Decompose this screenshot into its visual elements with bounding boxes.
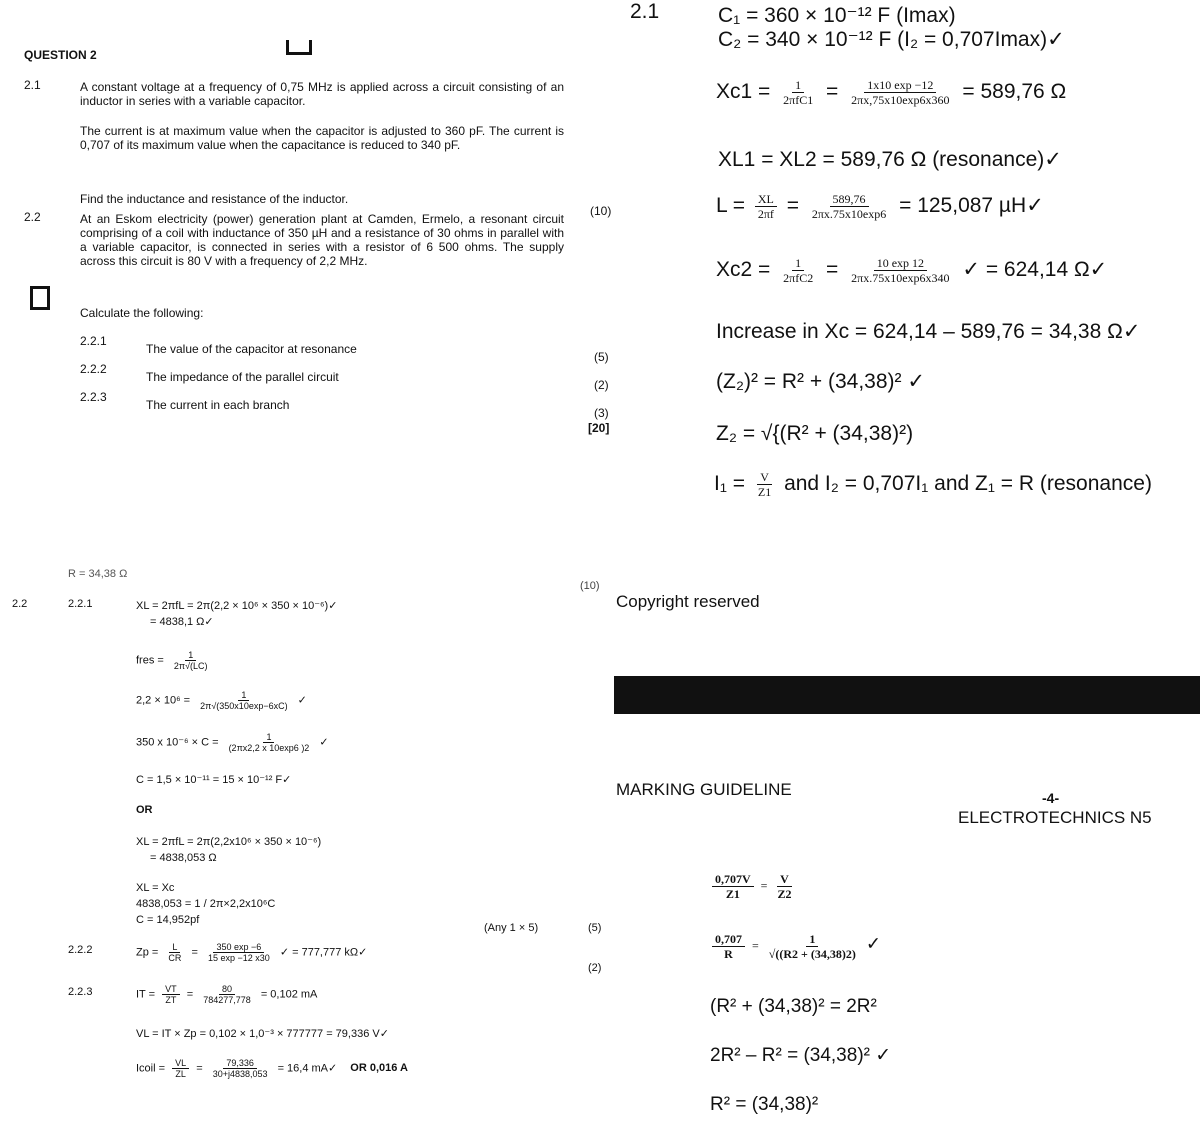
q221-text: The value of the capacitor at resonance xyxy=(146,342,357,356)
copyright-text: Copyright reserved xyxy=(616,592,760,611)
it-den2: 784277,778 xyxy=(203,995,251,1005)
alt-eq-1: XL = Xc xyxy=(136,882,175,894)
answer21-c1: C₁ = 360 × 10⁻¹² F (Imax) xyxy=(718,4,956,27)
icoil-equation: Icoil = $\frac{VL}{ZL}$ = $\frac{79,336}{30+j4838,053}$ = 16,4 mA✓ OR 0,016 A xyxy=(136,1058,408,1079)
eq1-left: 2,2 × 10⁶ = xyxy=(136,694,191,707)
cont-line-4: 2R² – R² = (34,38)² ✓ xyxy=(710,1045,892,1066)
answer22-partial-top: R = 34,38 Ω xyxy=(68,568,128,580)
xc1-den: 2πfC1 xyxy=(783,93,814,107)
answer222-marks: (2) xyxy=(588,962,602,974)
l-label: L = xyxy=(716,194,745,218)
checkbox-icon xyxy=(30,286,50,310)
eq1-tick: ✓ xyxy=(297,694,307,707)
any-note: (Any 1 × 5) xyxy=(484,922,539,934)
answer221-xl-1: XL = 2πfL = 2π(2,2 × 10⁶ × 350 × 10⁻⁶)✓ xyxy=(136,600,338,612)
alt-xl-1: XL = 2πfL = 2π(2,2x10⁶ × 350 × 10⁻⁶) xyxy=(136,836,322,848)
l-num2: 589,76 xyxy=(830,192,869,207)
it-label: IT = xyxy=(136,988,156,1001)
q222-number: 2.2.2 xyxy=(80,362,107,376)
answer21-z2-squared: (Z₂)² = R² + (34,38)² ✓ xyxy=(716,370,925,393)
fres-equation xyxy=(136,650,215,671)
eq2-den: (2πx2,2 x 10exp6 )2 xyxy=(228,743,310,753)
subject-title: ELECTROTECHNICS N5 xyxy=(958,808,1152,827)
fres-num: 1 xyxy=(185,650,196,661)
fres-label: fres = xyxy=(136,654,164,667)
q21-paragraph-3: Find the inductance and resistance of the inductor. xyxy=(80,192,349,206)
l-den: 2πf xyxy=(757,207,774,221)
answer222-number: 2.2.2 xyxy=(68,944,93,956)
zp-num2: 350 exp −6 xyxy=(213,942,264,953)
q221-marks: (5) xyxy=(594,350,609,364)
eq2-num: 1 xyxy=(263,732,274,743)
answer21-i1-equation xyxy=(714,470,1152,499)
xc1-label: Xc1 = xyxy=(716,80,771,104)
it-num1: VT xyxy=(162,984,180,995)
zp-den2: 15 exp −12 x30 xyxy=(207,953,270,963)
i1-den: Z1 xyxy=(757,485,772,499)
cont-eq2-den1: R xyxy=(724,947,733,961)
q221-number: 2.2.1 xyxy=(80,334,107,348)
l-num: XL xyxy=(755,192,777,207)
icoil-den1: ZL xyxy=(175,1069,186,1079)
q222-text: The impedance of the parallel circuit xyxy=(146,370,339,384)
answer221-marks: (5) xyxy=(588,922,602,934)
xc2-den: 2πfC2 xyxy=(783,271,814,285)
vl-line: VL = IT × Zp = 0,102 × 1,0⁻³ × 777777 = 79,336 V✓ xyxy=(136,1028,389,1040)
l-result: = 125,087 µH✓ xyxy=(899,194,1044,218)
xc2-result: ✓ = 624,14 Ω✓ xyxy=(962,258,1108,282)
fres-den: 2π√(LC) xyxy=(173,661,208,671)
it-equation: IT = $\frac{VT}{ZT}$ = $\frac{80}{784277,778}$ = 0,102 mA xyxy=(136,984,318,1005)
cont-eq2-num1: 0,707 xyxy=(712,932,745,947)
capacitor-result: C = 1,5 × 10⁻¹¹ = 15 × 10⁻¹² F✓ xyxy=(136,774,292,786)
cont-eq2-tick: ✓ xyxy=(865,933,881,954)
q21-paragraph-2: The current is at maximum value when the capacitor is adjusted to 360 pF. The current is 0,707 of its maximum value when the capacitance is reduced to 340 pF. xyxy=(80,124,564,152)
l-den2: 2πx.75x10exp6 xyxy=(811,207,887,221)
alt-xl-2: = 4838,053 Ω xyxy=(150,852,217,864)
icoil-num2: 79,336 xyxy=(223,1058,257,1069)
q22-calculate: Calculate the following: xyxy=(80,306,204,320)
q21-paragraph-1: A constant voltage at a frequency of 0,75 MHz is applied across a circuit consisting of an inductor in series with a variable capacitor. xyxy=(80,80,564,108)
q222-marks: (2) xyxy=(594,378,609,392)
zp-num1: L xyxy=(169,942,180,953)
xc2-num2: 10 exp 12 xyxy=(874,256,927,271)
xc2-den2: 2πx.75x10exp6x340 xyxy=(851,271,950,285)
cont-eq1: $\frac{0,707V}{Z1}$ = $\frac{V}{Z2}$ xyxy=(708,872,798,901)
answer221-number: 2.2.1 xyxy=(68,598,93,610)
marking-guideline: MARKING GUIDELINE xyxy=(616,780,792,799)
q22-total: [20] xyxy=(588,421,610,435)
it-result: = 0,102 mA xyxy=(260,988,318,1001)
icoil-den2: 30+j4838,053 xyxy=(212,1069,268,1079)
q223-number: 2.2.3 xyxy=(80,390,107,404)
q223-marks: (3) xyxy=(594,406,609,420)
eq2-left: 350 x 10⁻⁶ × C = xyxy=(136,736,219,749)
answer221-xl-2: = 4838,1 Ω✓ xyxy=(150,616,214,628)
eq1-num: 1 xyxy=(238,690,249,701)
cont-eq2: $\frac{0,707}{R}$ = $\frac{1}{√((R2 + (34,38)2)}$ ✓ xyxy=(708,932,881,961)
eq2-equation xyxy=(136,732,329,753)
q223-text: The current in each branch xyxy=(146,398,290,412)
eq1-den: 2π√(350x10exp−6xC) xyxy=(200,701,288,711)
answer21-xc1-equation: Xc1 = $\frac{1}{\text{2πfC1}}$ = $\frac{1x10 \exp -12}{2\pi x,75x10\exp 6x360}$ = 589,76 Ω xyxy=(716,78,1067,107)
xc1-den2: 2πx,75x10exp6x360 xyxy=(851,93,950,107)
answer21-xl-line: XL1 = XL2 = 589,76 Ω (resonance)✓ xyxy=(718,148,1062,171)
answer21-c2: C₂ = 340 × 10⁻¹² F (I₂ = 0,707Imax)✓ xyxy=(718,28,1065,51)
xc1-num2: 1x10 exp −12 xyxy=(864,78,936,93)
cont-line-3: (R² + (34,38)² = 2R² xyxy=(710,996,877,1017)
xc2-label: Xc2 = xyxy=(716,258,771,282)
zp-equation: Zp = $\frac{L}{CR}$ = $\frac{350 \exp -6}{15 \exp -12 x30}$ ✓ = 777,777 kΩ✓ xyxy=(136,942,368,963)
answer22-number: 2.2 xyxy=(12,598,28,610)
cont-eq2-num2: 1 xyxy=(806,932,818,947)
zp-den1: CR xyxy=(168,953,182,963)
cont-eq1-den1: Z1 xyxy=(725,887,740,901)
icoil-or: OR 0,016 A xyxy=(350,1062,408,1075)
xc1-num: 1 xyxy=(792,78,804,93)
cont-eq2-den2: √((R2 + (34,38)2) xyxy=(768,947,856,961)
eq1-equation xyxy=(136,690,307,711)
or-label: OR xyxy=(136,804,153,816)
xc2-num: 1 xyxy=(792,256,804,271)
alt-eq-3: C = 14,952pf xyxy=(136,914,200,926)
q21-number: 2.1 xyxy=(24,78,41,92)
cont-eq1-den2: Z2 xyxy=(777,887,792,901)
answer21-z2: Z₂ = √{(R² + (34,38)²) xyxy=(716,422,914,445)
it-num2: 80 xyxy=(219,984,235,995)
icoil-label: Icoil = xyxy=(136,1062,166,1075)
answer21-increase: Increase in Xc = 624,14 – 589,76 = 34,38 Ω✓ xyxy=(716,320,1141,343)
answer223-number: 2.2.3 xyxy=(68,986,93,998)
answer21-number: 2.1 xyxy=(630,0,660,23)
question-heading: QUESTION 2 xyxy=(24,48,97,62)
i1-rest: and I₂ = 0,707I₁ and Z₁ = R (resonance) xyxy=(784,472,1152,496)
alt-eq-2: 4838,053 = 1 / 2π×2,2x10⁶C xyxy=(136,898,276,910)
q21-marks: (10) xyxy=(590,204,612,218)
redaction-bar xyxy=(614,676,1200,714)
icoil-result: = 16,4 mA✓ xyxy=(277,1062,338,1075)
zp-label: Zp = xyxy=(136,946,159,959)
icoil-num1: VL xyxy=(172,1058,189,1069)
eq2-tick: ✓ xyxy=(319,736,329,749)
xc1-result: = 589,76 Ω xyxy=(962,80,1067,104)
zp-result: ✓ = 777,777 kΩ✓ xyxy=(279,946,368,959)
i1-num: V xyxy=(757,470,772,485)
q22-number: 2.2 xyxy=(24,210,41,224)
cont-eq1-num1: 0,707V xyxy=(712,872,754,887)
square-icon xyxy=(286,40,312,55)
cont-line-5: R² = (34,38)² xyxy=(710,1094,819,1115)
i1-label: I₁ = xyxy=(714,472,746,496)
answer21-l-equation: L = $\frac{XL}{2\pi f}$ = $\frac{589,76}{2\pi x.75x10\exp 6}$ = 125,087 µH✓ xyxy=(716,192,1044,221)
answer21-xc2-equation: Xc2 = $\frac{1}{\text{2πfC2}}$ = $\frac{10 \exp 12}{2\pi x.75x10\exp 6x340}$ ✓ = 624,14 Ω✓ xyxy=(716,256,1108,285)
q22-paragraph: At an Eskom electricity (power) generation plant at Camden, Ermelo, a resonant circuit comprising of a coil with inductance of 350 µH and a resistance of 30 ohms in parallel with a variable capacitor, is connected in series with a resistor of 6 500 ohms. The supply across this circuit is 80 V with a frequency of 2,2 MHz. xyxy=(80,212,564,268)
page-number: -4- xyxy=(1042,790,1060,806)
cont-eq1-num2: V xyxy=(777,872,792,887)
partial-marks: (10) xyxy=(580,580,600,592)
it-den1: ZT xyxy=(165,995,177,1005)
